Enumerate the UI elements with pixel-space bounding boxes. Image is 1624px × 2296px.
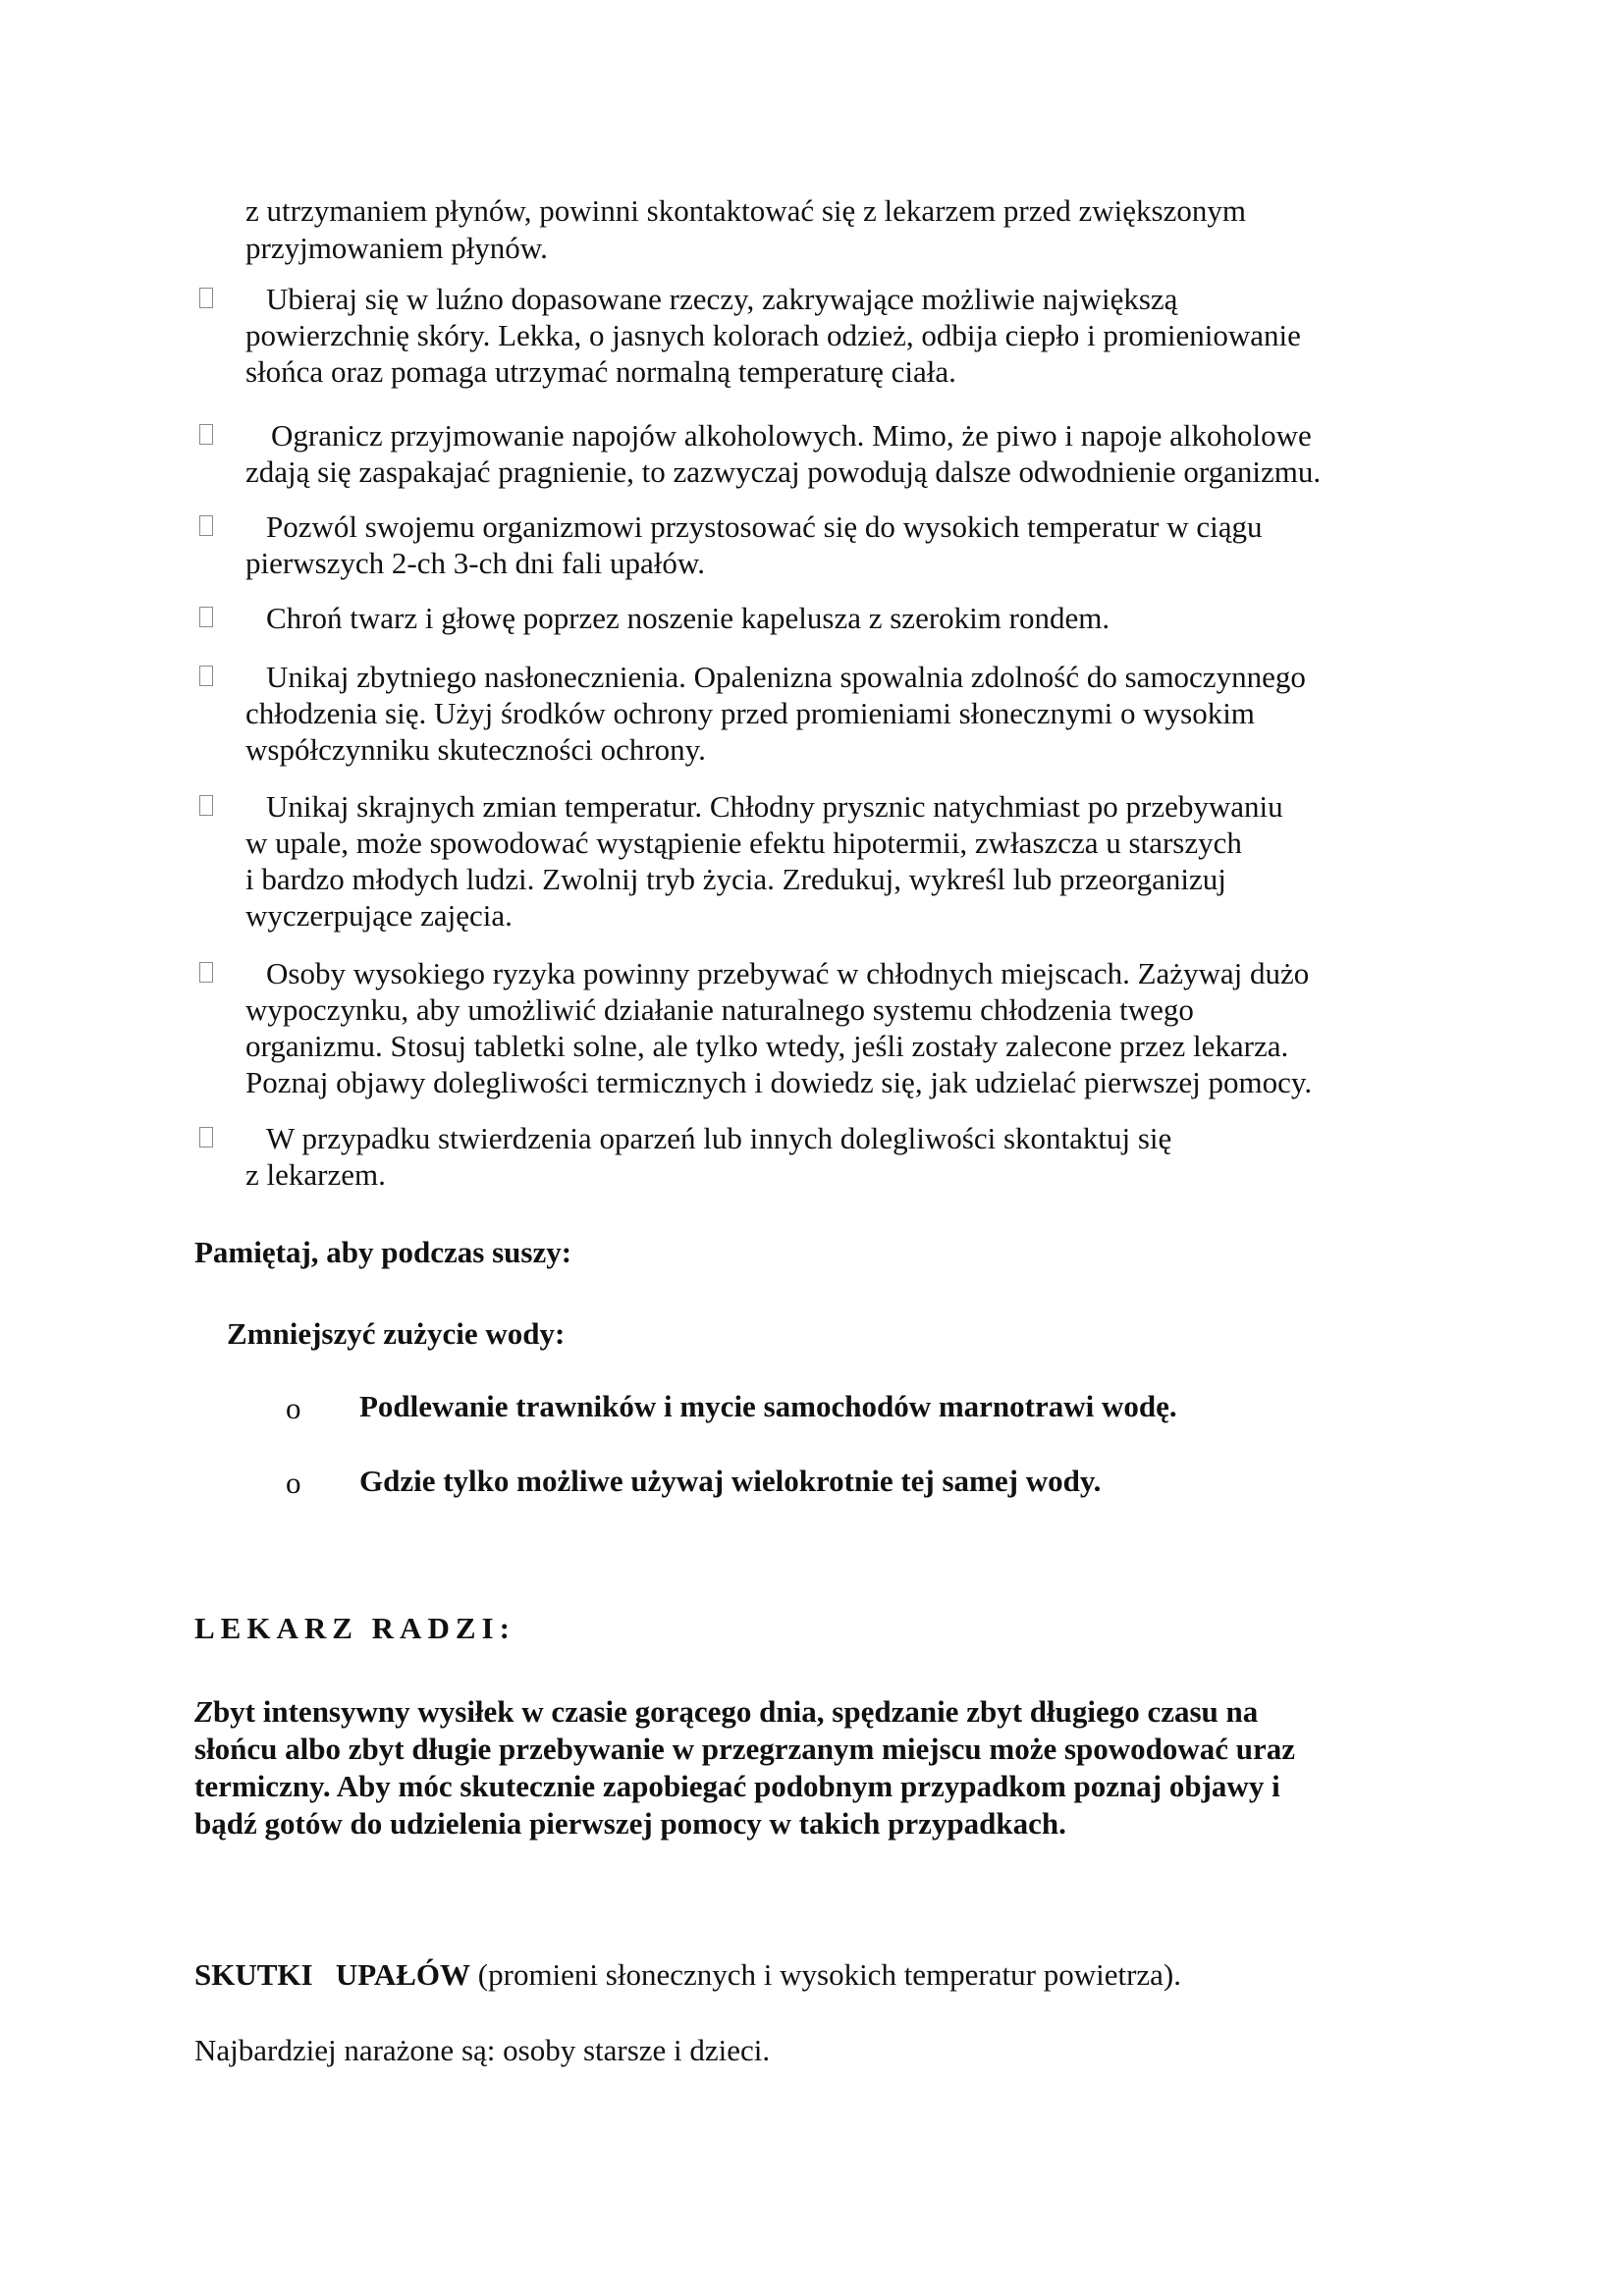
drought-item-text: Gdzie tylko możliwe używaj wielokrotnie tej samej wody. <box>359 1464 1102 1498</box>
drought-subheading: Zmniejszyć zużycie wody: <box>227 1316 566 1351</box>
list-item-line: powierzchnię skóry. Lekka, o jasnych kolorach odzież, odbija ciepło i promieniowanie <box>245 318 1301 352</box>
list-item-line: wypoczynku, aby umożliwić działanie naturalnego systemu chłodzenia twego <box>245 992 1194 1027</box>
list-item-line: i bardzo młodych ludzi. Zwolnij tryb życia. Zredukuj, wykreśl lub przeorganizuj <box>245 862 1226 896</box>
missing-glyph-bullet-icon <box>199 515 213 536</box>
effects-heading-note: (promieni słonecznych i wysokich temperatur powietrza). <box>470 1957 1181 1992</box>
list-item-line: słońca oraz pomaga utrzymać normalną temperaturę ciała. <box>245 354 956 389</box>
list-item-line: współczynniku skuteczności ochrony. <box>245 732 706 767</box>
list-item-line: Ogranicz przyjmowanie napojów alkoholowych. Mimo, że piwo i napoje alkoholowe <box>271 418 1312 453</box>
missing-glyph-bullet-icon <box>199 607 213 627</box>
doctor-line: bądź gotów do udzielenia pierwszej pomocy w takich przypadkach. <box>194 1806 1066 1841</box>
list-item-line: wyczerpujące zajęcia. <box>245 898 513 933</box>
list-item-line: Ubieraj się w luźno dopasowane rzeczy, zakrywające możliwie największą <box>266 282 1178 316</box>
doctor-line: termiczny. Aby móc skutecznie zapobiegać podobnym przypadkom poznaj objawy i <box>194 1769 1280 1803</box>
at-risk-text: Najbardziej narażone są: osoby starsze i dzieci. <box>194 2033 771 2067</box>
effects-heading-line <box>194 1956 1181 1994</box>
missing-glyph-bullet-icon <box>199 424 213 445</box>
missing-glyph-bullet-icon <box>199 1127 213 1148</box>
missing-glyph-bullet-icon <box>199 962 213 983</box>
missing-glyph-bullet-icon <box>199 795 213 816</box>
list-item-line: z lekarzem. <box>245 1157 386 1192</box>
list-item-line: Osoby wysokiego ryzyka powinny przebywać w chłodnych miejscach. Zażywaj dużo <box>266 956 1310 990</box>
doctor-heading: LEKARZ RADZI: <box>194 1611 515 1645</box>
list-item-line: Pozwól swojemu organizmowi przystosować się do wysokich temperatur w ciągu <box>266 509 1263 544</box>
doctor-line: słońcu albo zbyt długie przebywanie w przegrzanym miejscu może spowodować uraz <box>194 1732 1296 1766</box>
drought-item-text: Podlewanie trawników i mycie samochodów marnotrawi wodę. <box>359 1389 1177 1423</box>
list-item-line: pierwszych 2-ch 3-ch dni fali upałów. <box>245 546 705 580</box>
list-item-line: Poznaj objawy dolegliwości termicznych i dowiedz się, jak udzielać pierwszej pomocy. <box>245 1065 1313 1099</box>
continuation-line: przyjmowaniem płynów. <box>245 231 548 265</box>
missing-glyph-bullet-icon <box>199 288 213 308</box>
circle-bullet-icon: o <box>286 1391 301 1425</box>
doctor-line: byt intensywny wysiłek w czasie gorącego dnia, spędzanie zbyt długiego czasu na <box>212 1694 1259 1729</box>
continuation-line: z utrzymaniem płynów, powinni skontaktować się z lekarzem przed zwiększonym <box>245 193 1246 228</box>
list-item-line: W przypadku stwierdzenia oparzeń lub innych dolegliwości skontaktuj się <box>266 1121 1172 1155</box>
list-item-line: w upale, może spowodować wystąpienie efektu hipotermii, zwłaszcza u starszych <box>245 826 1242 860</box>
circle-bullet-icon: o <box>286 1466 301 1500</box>
drought-heading: Pamiętaj, aby podczas suszy: <box>194 1235 572 1269</box>
missing-glyph-bullet-icon <box>199 666 213 686</box>
list-item-line: zdają się zaspakajać pragnienie, to zazwyczaj powodują dalsze odwodnienie organizmu. <box>245 454 1322 489</box>
drop-letter: Z <box>194 1694 213 1729</box>
list-item-line: chłodzenia się. Użyj środków ochrony przed promieniami słonecznymi o wysokim <box>245 696 1255 730</box>
list-item-line: Unikaj skrajnych zmian temperatur. Chłodny prysznic natychmiast po przebywaniu <box>266 789 1283 824</box>
list-item-line: organizmu. Stosuj tabletki solne, ale tylko wtedy, jeśli zostały zalecone przez lekarza. <box>245 1029 1289 1063</box>
list-item-line: Unikaj zbytniego nasłonecznienia. Opalenizna spowalnia zdolność do samoczynnego <box>266 660 1306 694</box>
effects-heading: SKUTKI UPAŁÓW <box>194 1957 471 1992</box>
list-item-line: Chroń twarz i głowę poprzez noszenie kapelusza z szerokim rondem. <box>266 601 1110 635</box>
